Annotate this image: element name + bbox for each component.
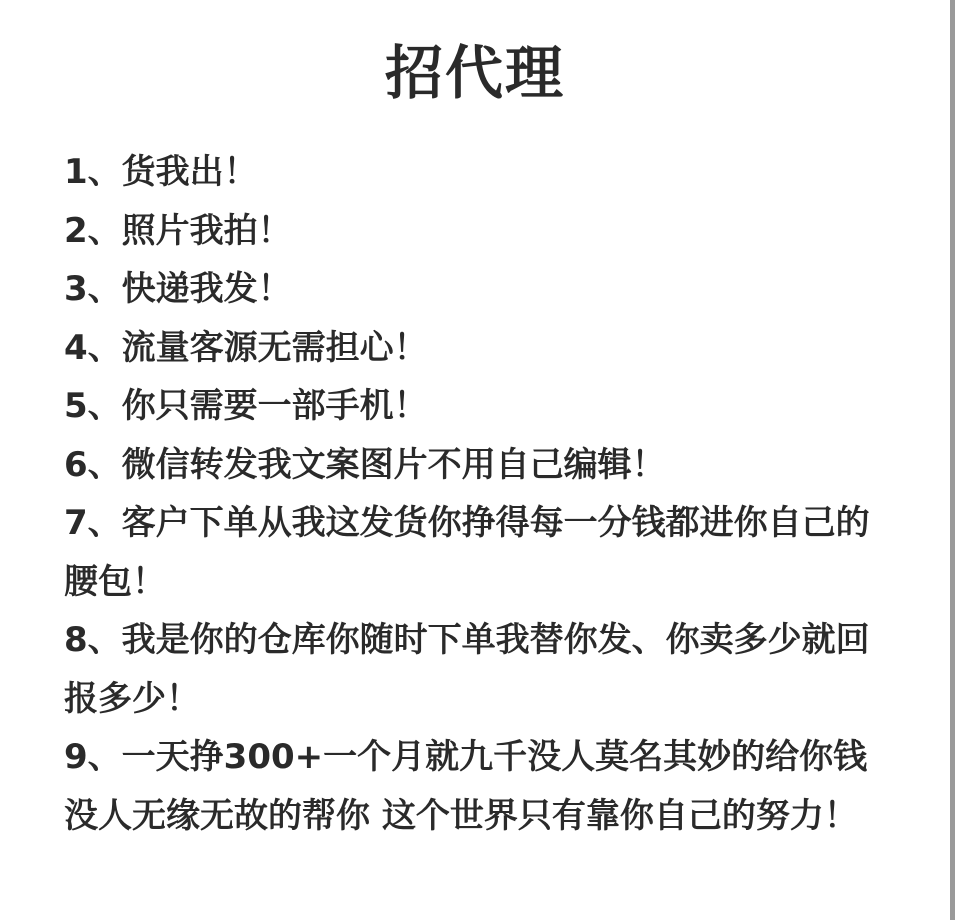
page-title: 招代理 [384,38,565,107]
list-item-3: 3、快递我发！ [64,269,292,309]
benefits-list [64,143,894,845]
scrollbar-edge [950,0,965,920]
list-item-2: 2、照片我拍！ [64,210,292,251]
list-item-8: 8、我是你的仓库你随时下单我替你发、你卖多少就回报多少！ [64,620,870,719]
list-item-4: 4、流量客源无需担心！ [64,327,428,368]
list-item-7: 7、客户下单从我这发货你挣得每一分钱都进你自己的腰包！ [64,503,870,602]
list-item-1: 1、货我出！ [64,152,258,192]
list-item-6: 6、微信转发我文案图片不用自己编辑！ [64,444,666,485]
list-item-5: 5、你只需要一部手机！ [64,386,428,426]
list-item-9: 9、一天挣300+一个月就九千没人莫名其妙的给你钱没人无缘无故的帮你 这个世界只有靠你自己的努力！ [64,737,868,836]
